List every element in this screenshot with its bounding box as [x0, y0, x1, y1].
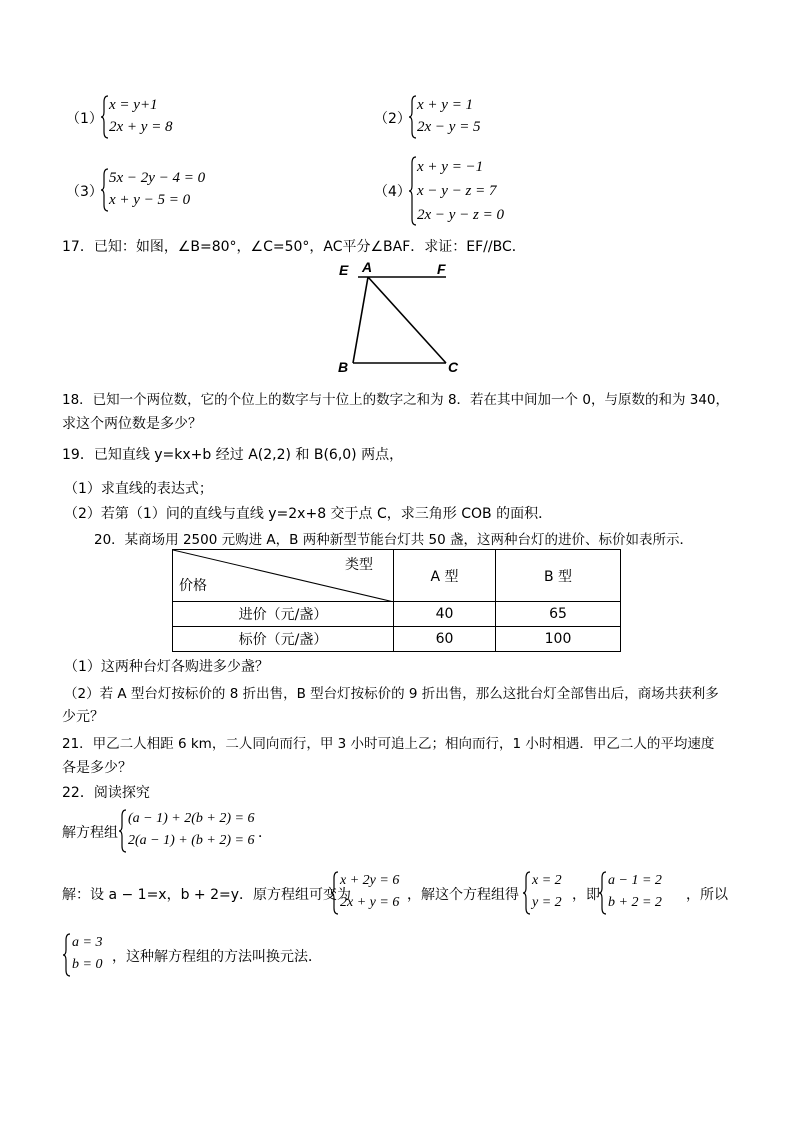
q20-sub-2-line-2: 少元？ — [62, 709, 104, 725]
system-2-eq-1: x + y = 1 — [417, 97, 474, 113]
table-row — [173, 602, 621, 627]
left-brace-icon — [522, 870, 532, 916]
q19-text: 19．已知直线 y=kx+b 经过 A(2,2) 和 B(6,0) 两点， — [62, 447, 404, 463]
q22-system-final — [62, 932, 118, 978]
q22-system-xy — [330, 870, 414, 916]
cell-a: 60 — [394, 627, 496, 652]
system-4-eq-2: x − y − z = 7 — [417, 183, 497, 199]
label-f: F — [437, 261, 446, 277]
left-brace-icon — [330, 870, 340, 916]
q18-line-1: 18．已知一个两位数，它的个位上的数字与十位上的数字之和为 8．若在其中间加一个 0，与原数的和为 340， — [62, 392, 729, 408]
col-header-b: B 型 — [496, 550, 621, 602]
corner-price-label: 价格 — [179, 578, 207, 594]
system-2-eq-2: 2x − y = 5 — [417, 119, 481, 135]
q20-sub-1: （1）这两种台灯各购进多少盏？ — [64, 659, 269, 675]
q22-system-ab-eq-2: b + 2 = 2 — [608, 895, 662, 910]
cell-b: 65 — [496, 602, 621, 627]
q18-line-2: 求这个两位数是多少？ — [62, 416, 202, 432]
q22-conclusion: ，这种解方程组的方法叫换元法． — [112, 949, 322, 965]
q21-line-2: 各是多少？ — [62, 760, 132, 776]
system-4 — [408, 155, 548, 227]
row-label: 进价（元/盏） — [173, 602, 394, 627]
price-table — [172, 549, 621, 652]
system-2-label: （2） — [374, 111, 411, 127]
system-2 — [408, 94, 528, 140]
q22-title: 22．阅读探究 — [62, 785, 150, 801]
label-b: B — [338, 359, 349, 375]
row-label: 标价（元/盏） — [173, 627, 394, 652]
system-1 — [100, 94, 220, 140]
q22-system-ab — [598, 870, 688, 916]
q17-text: 17．已知：如图，∠B=80°，∠C=50°，AC平分∠BAF．求证：EF//BC． — [62, 239, 526, 255]
q22-solve-label: 解方程组 — [62, 825, 118, 841]
q22-system-solution-eq-1: x = 2 — [532, 873, 562, 888]
system-3-eq-1: 5x − 2y − 4 = 0 — [109, 170, 206, 186]
q22-solution-end: ，所以 — [686, 887, 728, 903]
table-corner-cell — [173, 550, 394, 602]
q22-system-solution-eq-2: y = 2 — [532, 895, 562, 910]
q17-triangle-figure — [330, 258, 470, 378]
left-brace-icon — [62, 932, 72, 978]
left-brace-icon — [598, 870, 608, 916]
label-e: E — [339, 262, 349, 278]
corner-type-label: 类型 — [345, 557, 373, 573]
label-c: C — [448, 359, 459, 375]
system-3 — [100, 167, 240, 213]
system-4-eq-3: 2x − y − z = 0 — [417, 207, 505, 223]
q22-system-ab-eq-1: a − 1 = 2 — [608, 873, 662, 888]
left-brace-icon — [118, 808, 128, 854]
q22-solve-end: ． — [258, 825, 272, 841]
table-row — [173, 627, 621, 652]
q19-sub-2: （2）若第（1）问的直线与直线 y=2x+8 交于点 C，求三角形 COB 的面积． — [64, 506, 553, 522]
q22-system-eq-1: (a − 1) + 2(b + 2) = 6 — [128, 811, 255, 826]
system-1-eq-1: x = y+1 — [109, 97, 158, 113]
q22-system-final-eq-1: a = 3 — [72, 935, 103, 950]
system-1-label: （1） — [66, 111, 103, 127]
q22-solution-mid-2: ，即 — [572, 887, 600, 903]
q22-system-eq-2: 2(a − 1) + (b + 2) = 6 — [128, 833, 255, 848]
label-a: A — [362, 259, 373, 275]
cell-a: 40 — [394, 602, 496, 627]
system-1-eq-2: 2x + y = 8 — [109, 119, 173, 135]
q22-system-xy-eq-2: 2x + y = 6 — [340, 895, 400, 910]
q22-system — [118, 808, 268, 854]
cell-b: 100 — [496, 627, 621, 652]
system-3-label: （3） — [66, 184, 103, 200]
col-header-a: A 型 — [394, 550, 496, 602]
q20-text: 20．某商场用 2500 元购进 A，B 两种新型节能台灯共 50 盏，这两种台灯的进价、标价如表所示． — [94, 532, 693, 548]
q22-system-xy-eq-1: x + 2y = 6 — [340, 873, 400, 888]
q21-line-1: 21．甲乙二人相距 6 km，二人同向而行，甲 3 小时可追上乙；相向而行，1 小时相遇．甲乙二人的平均速度 — [62, 736, 715, 752]
system-4-label: （4） — [374, 184, 411, 200]
system-3-eq-2: x + y − 5 = 0 — [109, 192, 191, 208]
q20-sub-2-line-1: （2）若 A 型台灯按标价的 8 折出售，B 型台灯按标价的 9 折出售，那么这批台灯全部售出后，商场共获利多 — [64, 686, 719, 702]
q22-solution-prefix: 解：设 a − 1=x，b + 2=y．原方程组可变为 — [62, 887, 352, 903]
q19-sub-1: （1）求直线的表达式； — [64, 481, 213, 497]
q22-system-solution — [522, 870, 578, 916]
q22-system-final-eq-2: b = 0 — [72, 957, 103, 972]
system-4-eq-1: x + y = −1 — [417, 159, 484, 175]
q22-solution-mid: ，解这个方程组得 — [407, 887, 519, 903]
